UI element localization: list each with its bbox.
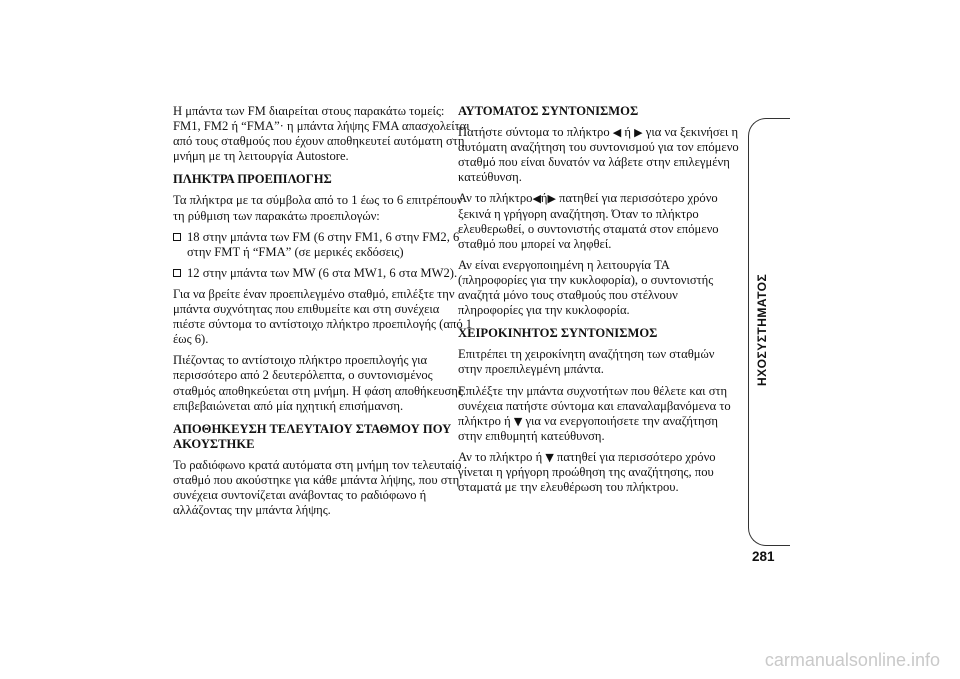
text-run: ή <box>540 191 548 206</box>
section-tab-label: ΗΧΟΣΥΣΤΗΜΑΤΟΣ <box>755 273 769 387</box>
text-run: Επιλέξτε την μπάντα συχνοτήτων που θέλετε και στη συνέχεια πατήστε σύντομα και επαναλαμβανόμενα το πλήκτρο <box>458 383 731 428</box>
store-preset-paragraph: Πιέζοντας το αντίστοιχο πλήκτρο προεπιλογής για περισσότερο από 2 δευτερόλεπτα, ο συντονισμένος σταθμός αποθηκεύεται στη μνήμη. Η φάση αποθήκευσης επιβεβαιώνεται από μία ηχητική επισήμανση. <box>173 353 463 413</box>
auto-tuning-heading: ΑΥΤΟΜΑΤΟΣ ΣΥΝΤΟΝΙΣΜΟΣ <box>458 104 639 118</box>
select-preset-paragraph: Για να βρείτε έναν προεπιλεγμένο σταθμό, επιλέξτε την μπάντα συχνότητας που επιθυμείτε και στη συνέχεια πιέστε σύντομα το αντίστοιχο πλήκτρο προεπιλογής (από 1 έως 6). <box>173 286 473 347</box>
text-run: Αν το πλήκτρο <box>458 449 533 464</box>
presets-heading: ΠΛΗΚΤΡΑ ΠΡΟΕΠΙΛΟΓΗΣ <box>173 172 332 187</box>
text-run: για να ξεκινήσει η αυτόματη αναζήτηση του συντονισμού για τον επόμενο σταθμό που είναι δυνατόν να λάβετε στην επιλεγμένη κατεύθυνση. <box>458 125 739 185</box>
page-number: 281 <box>752 549 775 564</box>
text-run: ή <box>535 449 543 464</box>
text-run: πατηθεί για περισσότερο χρόνο γίνεται η γρήγορη προώθηση της αναζήτησης, που σταματά με την ελευθέρωση του πλήκτρου. <box>458 449 716 495</box>
auto-tuning-paragraph-1 <box>458 125 740 185</box>
auto-tuning-paragraph-2 <box>458 191 740 251</box>
checkbox-bullet-icon <box>173 269 181 277</box>
manual-tuning-paragraph-2 <box>458 384 740 444</box>
text-run: πατηθεί για περισσότερο χρόνο ξεκινά η γρήγορη αναζήτηση. Όταν το πλήκτρο ελευθερωθεί, ο συντονιστής σταματά στον επόμενο σταθμό που μπορεί να ληφθεί. <box>458 191 719 251</box>
text-run: ή <box>624 125 632 140</box>
bullet-text: 12 στην μπάντα των MW (6 στα MW1, 6 στα MW2). <box>187 265 458 280</box>
bullet-item-mw <box>173 266 473 281</box>
last-station-paragraph: Το ραδιόφωνο κρατά αυτόματα στη μνήμη τον τελευταίο σταθμό που ακούστηκε για κάθε μπάντα λήψης, που στη συνέχεια συντονίζεται ανάβοντας το ραδιόφωνο ή αλλάζοντας την μπάντα λήψης. <box>173 457 462 518</box>
text-run: για να ενεργοποιήσετε την αναζήτηση στην επιθυμητή κατεύθυνση. <box>458 413 718 443</box>
left-column <box>173 104 473 524</box>
manual-tuning-paragraph-3 <box>458 450 740 495</box>
manual-tuning-paragraph-1: Επιτρέπει τη χειροκίνητη αναζήτηση των σταθμών στην προεπιλεγμένη μπάντα. <box>458 347 715 377</box>
fm-bands-paragraph: Η μπάντα των FM διαιρείται στους παρακάτω τομείς: FM1, FM2 ή “FMA”· η μπάντα λήψης FMA απασχολείται από τους σταθμούς που έχουν αποθηκευτεί αυτόματη στη μνήμη με τη λειτουργία Autostore. <box>173 104 470 164</box>
down-arrow-icon: ▼ <box>545 450 554 464</box>
traffic-info-paragraph: Αν είναι ενεργοποιημένη η λειτουργία TA (πληροφορίες για την κυκλοφορία), ο συντονιστής αναζητά μόνο τους σταθμούς που στέλνουν πληροφορίες για την κυκλοφορία. <box>458 257 714 318</box>
manual-tuning-heading: ΧΕΙΡΟΚΙΝΗΤΟΣ ΣΥΝΤΟΝΙΣΜΟΣ <box>458 326 658 341</box>
text-run: ή <box>504 413 511 428</box>
down-arrow-icon: ▼ <box>513 414 523 428</box>
right-arrow-icon: ▶ <box>547 192 556 206</box>
right-column <box>458 104 740 501</box>
checkbox-bullet-icon <box>173 233 181 241</box>
right-arrow-icon: ▶ <box>634 126 643 140</box>
text-run: Αν το πλήκτρο <box>458 191 533 206</box>
bullet-item-fm <box>173 230 473 260</box>
left-arrow-icon: ◀ <box>532 192 541 206</box>
bullet-text: 18 στην μπάντα των FM (6 στην FM1, 6 στην FM2, 6 στην FMT ή “FMA” (σε μερικές εκδόσεις) <box>187 229 460 259</box>
watermark: carmanualsonline.info <box>764 650 940 670</box>
text-run: Πατήστε σύντομα το πλήκτρο <box>458 125 610 140</box>
presets-paragraph: Τα πλήκτρα με τα σύμβολα από το 1 έως το 6 επιτρέπουν τη ρύθμιση των παρακάτω προεπιλογών: <box>173 193 463 223</box>
last-station-heading: ΑΠΟΘΗΚΕΥΣΗ ΤΕΛΕΥΤΑΙΟΥ ΣΤΑΘΜΟΥ ΠΟΥ ΑΚΟΥΣΤΗΚΕ <box>173 421 452 451</box>
left-arrow-icon: ◀ <box>612 126 622 140</box>
